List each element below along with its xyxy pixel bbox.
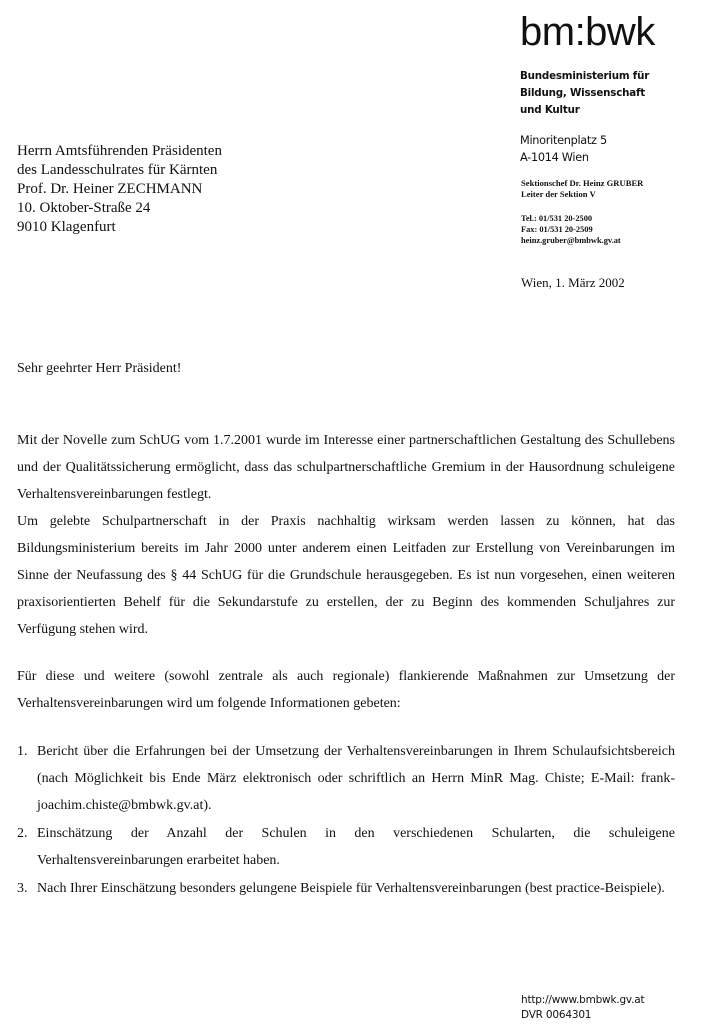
- sender-block: [521, 178, 643, 200]
- recipient-line: 9010 Klagenfurt: [17, 219, 116, 235]
- list-item: [17, 875, 675, 902]
- body-paragraph-2: Um gelebte Schulpartnerschaft in der Praxis nachhaltig wirksam werden lassen zu können, hat das Bildungsministerium bereits im Jahr 2000 unter anderem einen Leitfaden zur Erstellung von Vereinbarungen im Sinne der Neufassung des § 44 SchUG für die Grundschule herausgegeben. Es ist nun vorgesehen, einen weiteren praxisorientierten Behelf für die Sekundarstufe zu erstellen, der zu Beginn des kommenden Schuljahres zur Verfügung stehen wird.: [17, 514, 675, 637]
- list-item-text: Einschätzung der Anzahl der Schulen in den verschiedenen Schularten, die schuleigene Verhaltensvereinbarungen erarbeitet haben.: [37, 826, 675, 868]
- contact-phone: Tel.: 01/531 20-2500: [521, 214, 593, 223]
- recipient-line: 10. Oktober-Straße 24: [17, 200, 151, 216]
- list-item-number: 2.: [17, 826, 28, 841]
- list-item-number: 3.: [17, 881, 28, 896]
- body-paragraph-3: Für diese und weitere (sowohl zentrale als auch regionale) flankierende Maßnahmen zur Umsetzung der Verhaltensvereinbarungen wird um folgende Informationen gebeten:: [17, 669, 675, 711]
- recipient-line: des Landesschulrates für Kärnten: [17, 162, 218, 178]
- recipient-address: [17, 142, 222, 237]
- contact-block: [521, 213, 621, 246]
- list-item-text: Bericht über die Erfahrungen bei der Umsetzung der Verhaltensvereinbarungen in Ihrem Schulaufsichtsbereich (nach Möglichkeit bis Ende März elektronisch oder schriftlich an Herrn MinR Mag. Chiste; E-Mail: frank-joachim.chiste@bmbwk.gv.at).: [37, 744, 675, 813]
- request-list: [17, 738, 675, 903]
- list-item: [17, 820, 675, 874]
- contact-fax: Fax: 01/531 20-2509: [521, 225, 593, 234]
- sender-title: Leiter der Sektion V: [521, 189, 596, 199]
- letterhead-logo: bm:bwk: [520, 10, 655, 54]
- footer-dvr: DVR 0064301: [521, 1009, 592, 1021]
- recipient-line: Herrn Amtsführenden Präsidenten: [17, 143, 222, 159]
- footer: [521, 993, 644, 1023]
- footer-url: http://www.bmbwk.gv.at: [521, 994, 645, 1006]
- contact-email: heinz.gruber@bmbwk.gv.at: [521, 236, 621, 245]
- ministry-line: und Kultur: [520, 104, 580, 116]
- letter-date: Wien, 1. März 2002: [521, 275, 625, 290]
- recipient-line: Prof. Dr. Heiner ZECHMANN: [17, 181, 203, 197]
- list-item-number: 1.: [17, 744, 28, 759]
- ministry-line: Bundesministerium für: [520, 70, 650, 82]
- list-item: [17, 738, 675, 819]
- salutation: Sehr geehrter Herr Präsident!: [17, 361, 182, 376]
- ministry-address: [520, 132, 607, 166]
- address-line: A-1014 Wien: [520, 151, 589, 164]
- body-paragraph-1: Mit der Novelle zum SchUG vom 1.7.2001 wurde im Interesse einer partnerschaftlichen Gestaltung des Schullebens und der Qualitätssicherung ermöglicht, dass das schulpartnerschaftliche Gremium in der Hausordnung schuleigene Verhaltensvereinbarungen festlegt.: [17, 433, 675, 502]
- sender-name: Sektionschef Dr. Heinz GRUBER: [521, 178, 644, 188]
- ministry-line: Bildung, Wissenschaft: [520, 87, 645, 99]
- address-line: Minoritenplatz 5: [520, 134, 607, 147]
- list-item-text: Nach Ihrer Einschätzung besonders gelungene Beispiele für Verhaltensvereinbarungen (best practice-Beispiele).: [37, 881, 665, 896]
- ministry-name: [520, 68, 649, 119]
